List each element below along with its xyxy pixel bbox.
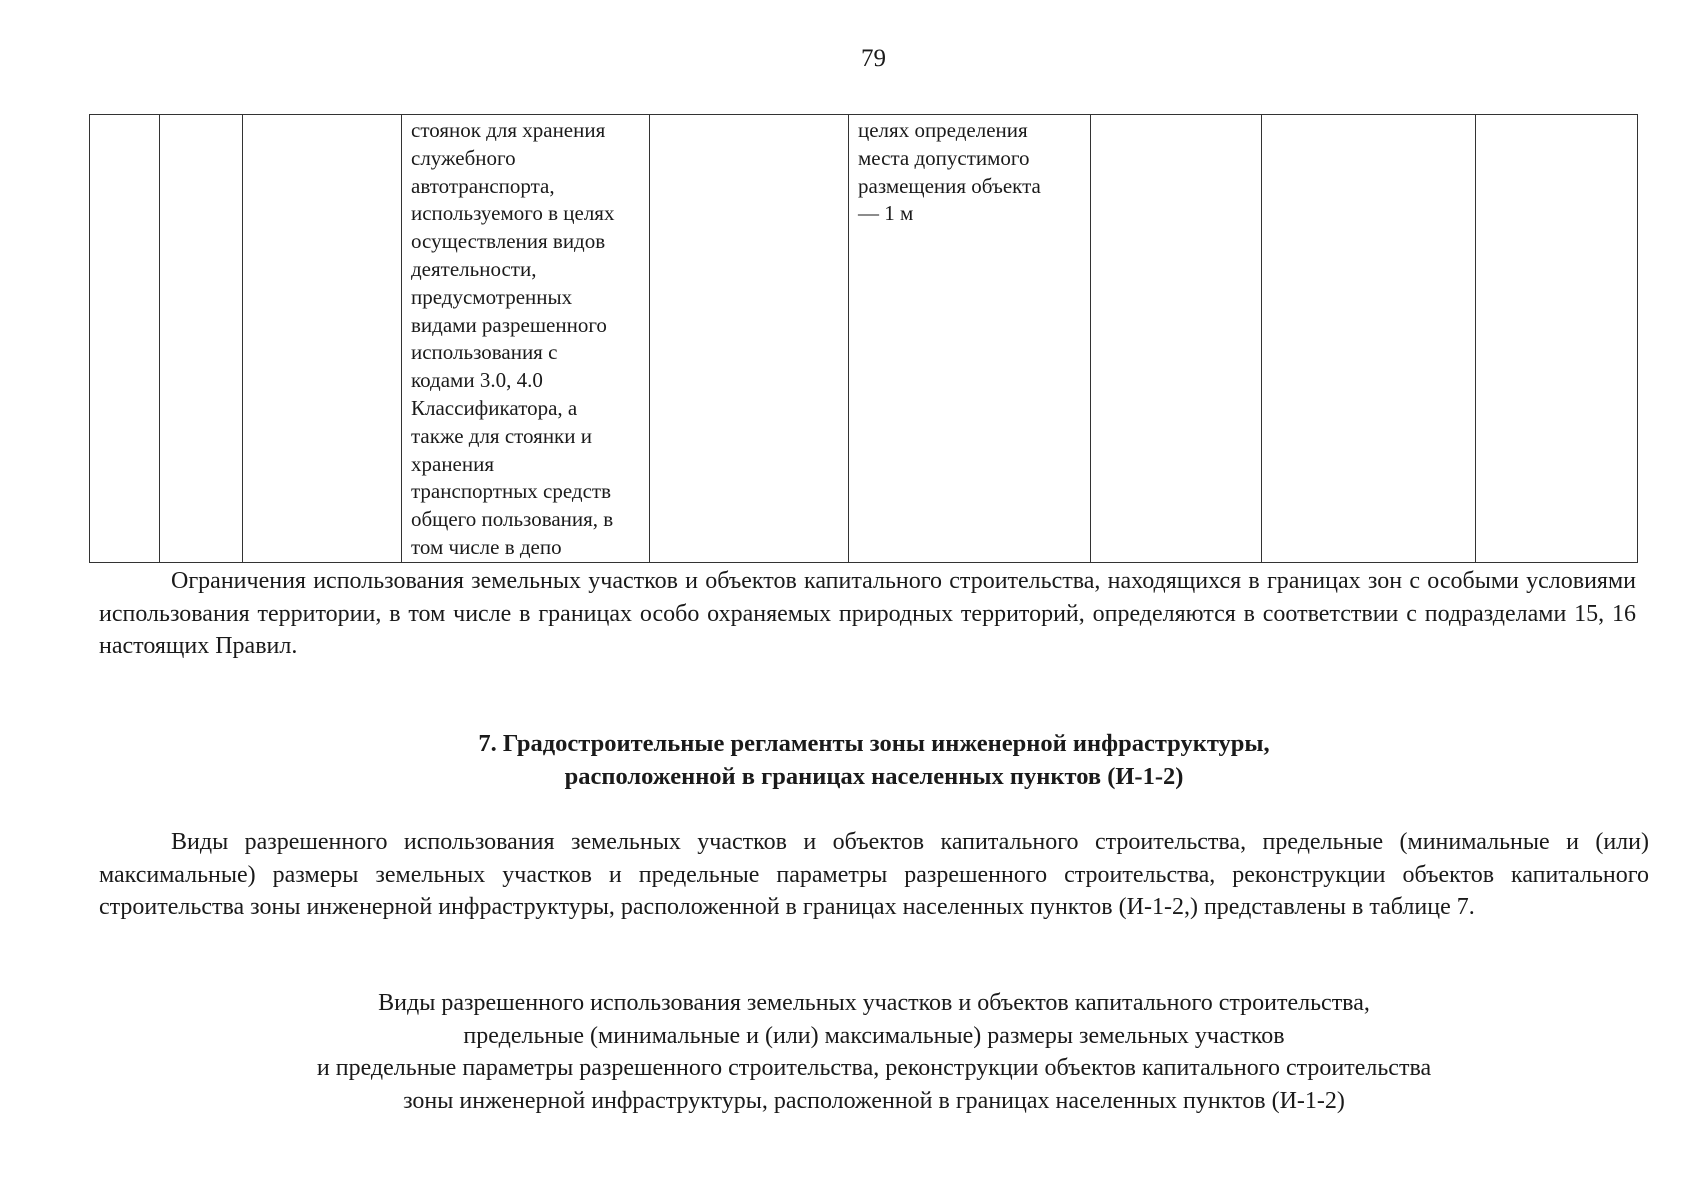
section-heading-line-2: расположенной в границах населенных пунктов (И-1-2) [564,762,1184,790]
section-heading [99,728,1649,793]
table-caption-line-3: и предельные параметры разрешенного строительства, реконструкции объектов капитального строительства [316,1055,1432,1081]
table-cell-2 [160,115,243,563]
intro-text: Виды разрешенного использования земельных участков и объектов капитального строительства, предельные (минимальные и (или) максимальные) размеры земельных участков и предельные параметры разрешенного строительства, реконструкции объектов капитального строительства зоны инженерной инфраструктуры, расположенной в границах населенных пунктов (И-1-2,) представлены в таблице 7. [99,829,1649,920]
table-cell-1 [90,115,160,563]
page-number: 79 [861,45,886,72]
table-caption-line-1: Виды разрешенного использования земельных участков и объектов капитального строительства, [378,990,1370,1016]
restrictions-paragraph [99,565,1636,663]
table-cell-5 [650,115,849,563]
setback-parameter: целях определения места допустимого размещения объекта — 1 м [858,118,1041,226]
section-heading-line-1: 7. Градостроительные регламенты зоны инженерной инфраструктуры, [478,730,1270,757]
table-cell-4 [402,115,650,563]
continued-table-fragment [89,114,1638,563]
table-caption [99,987,1649,1117]
intro-paragraph [99,826,1649,924]
table-cell-9 [1476,115,1638,563]
table-row [90,115,1638,563]
table-cell-7 [1091,115,1262,563]
permitted-use-description: стоянок для хранения служебного автотранспорта, используемого в целях осуществления видов деятельности, предусмотренных видами разрешенного использования с кодами 3.0, 4.0 Классификатора, а также для стоянки и хранения транспортных средств общего пользования, в том числе в депо [411,118,615,559]
table-caption-line-4: зоны инженерной инфраструктуры, расположенной в границах населенных пунктов (И-1-2) [403,1087,1345,1114]
restrictions-text: Ограничения использования земельных участков и объектов капитального строительства, находящихся в границах зон с особыми условиями использования территории, в том числе в границах особо охраняемых природных территорий, определяются в соответствии с подразделами 15, 16 настоящих Правил. [99,568,1636,659]
table-cell-3 [243,115,402,563]
table-cell-8 [1262,115,1476,563]
table-caption-line-2: предельные (минимальные и (или) максимальные) размеры земельных участков [463,1022,1285,1049]
table-cell-6 [849,115,1091,563]
